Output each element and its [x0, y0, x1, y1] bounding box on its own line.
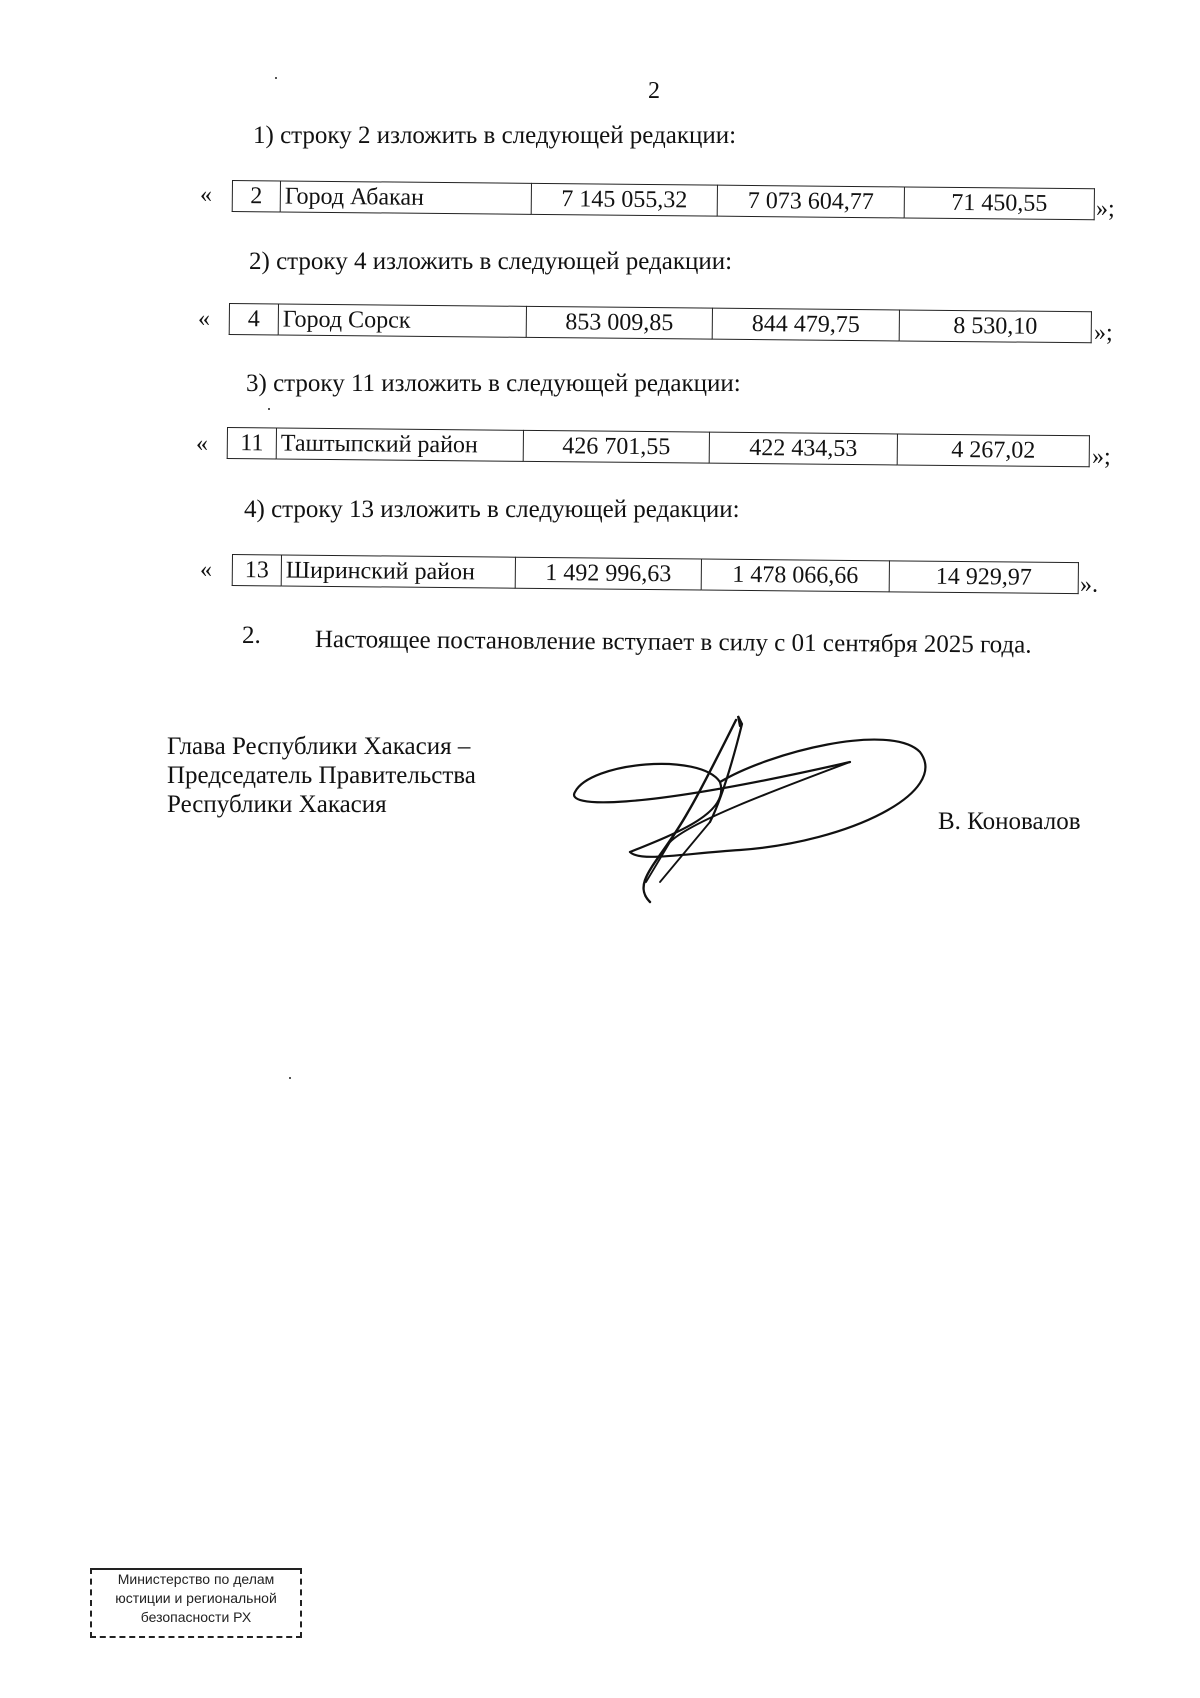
row-number: 11 [227, 428, 276, 459]
close-quote: »; [1092, 444, 1111, 470]
open-quote: « [200, 182, 212, 208]
stamp-line: безопасности РХ [140, 1609, 252, 1625]
row-value-1: 7 145 055,32 [531, 183, 717, 216]
open-quote: « [200, 557, 212, 583]
row-value-3: 71 450,55 [904, 187, 1094, 220]
page-number: 2 [648, 78, 660, 104]
row-number: 2 [232, 181, 280, 212]
replacement-row-table [229, 303, 1092, 343]
row-value-2: 422 434,53 [709, 432, 897, 465]
row-name: Город Абакан [280, 181, 531, 214]
row-value-2: 844 479,75 [712, 308, 899, 341]
row-value-3: 14 929,97 [889, 561, 1078, 594]
signatory-title-line: Республики Хакасия [167, 791, 387, 818]
signer-name: В. Коновалов [938, 808, 1081, 835]
clause-text: Настоящее постановление вступает в силу с 01 сентября 2025 года. [314, 626, 1032, 659]
replacement-row-table [227, 427, 1090, 467]
instruction-1: 1) строку 2 изложить в следующей редакции: [253, 122, 737, 149]
row-value-2: 1 478 066,66 [701, 559, 889, 592]
row-number: 4 [229, 304, 278, 335]
handwritten-signature [570, 712, 940, 912]
row-value-2: 7 073 604,77 [717, 185, 904, 218]
signatory-title [167, 732, 476, 819]
replacement-row-table [232, 554, 1079, 594]
registration-stamp [90, 1568, 302, 1638]
scan-speck [268, 408, 270, 410]
signatory-title-line: Глава Республики Хакасия – [167, 733, 471, 760]
row-name: Таштыпский район [276, 428, 523, 461]
row-name: Город Сорск [278, 304, 526, 337]
stamp-line: юстиции и региональной [115, 1590, 277, 1606]
instruction-4: 4) строку 13 изложить в следующей редакции: [244, 496, 740, 523]
row-name: Ширинский район [281, 555, 515, 588]
table-row [227, 428, 1089, 467]
clause-number: 2. [242, 622, 261, 649]
instruction-2: 2) строку 4 изложить в следующей редакции: [249, 248, 733, 275]
signatory-title-line: Председатель Правительства [167, 762, 476, 789]
table-row [232, 555, 1078, 594]
row-value-3: 4 267,02 [897, 434, 1089, 467]
row-value-1: 853 009,85 [526, 306, 712, 339]
scan-speck [275, 77, 277, 79]
row-value-3: 8 530,10 [899, 310, 1091, 343]
open-quote: « [198, 306, 210, 332]
row-number: 13 [232, 555, 281, 586]
table-row [232, 181, 1094, 220]
scan-speck [289, 1077, 291, 1079]
stamp-line: Министерство по делам [117, 1571, 275, 1587]
close-quote: »; [1094, 320, 1113, 346]
open-quote: « [196, 431, 208, 457]
close-quote: »; [1096, 196, 1115, 222]
row-value-1: 1 492 996,63 [515, 557, 701, 590]
table-row [229, 304, 1091, 343]
instruction-3: 3) строку 11 изложить в следующей редакции: [246, 370, 741, 397]
replacement-row-table [232, 180, 1095, 220]
close-quote: ». [1080, 572, 1098, 598]
row-value-1: 426 701,55 [523, 430, 709, 463]
